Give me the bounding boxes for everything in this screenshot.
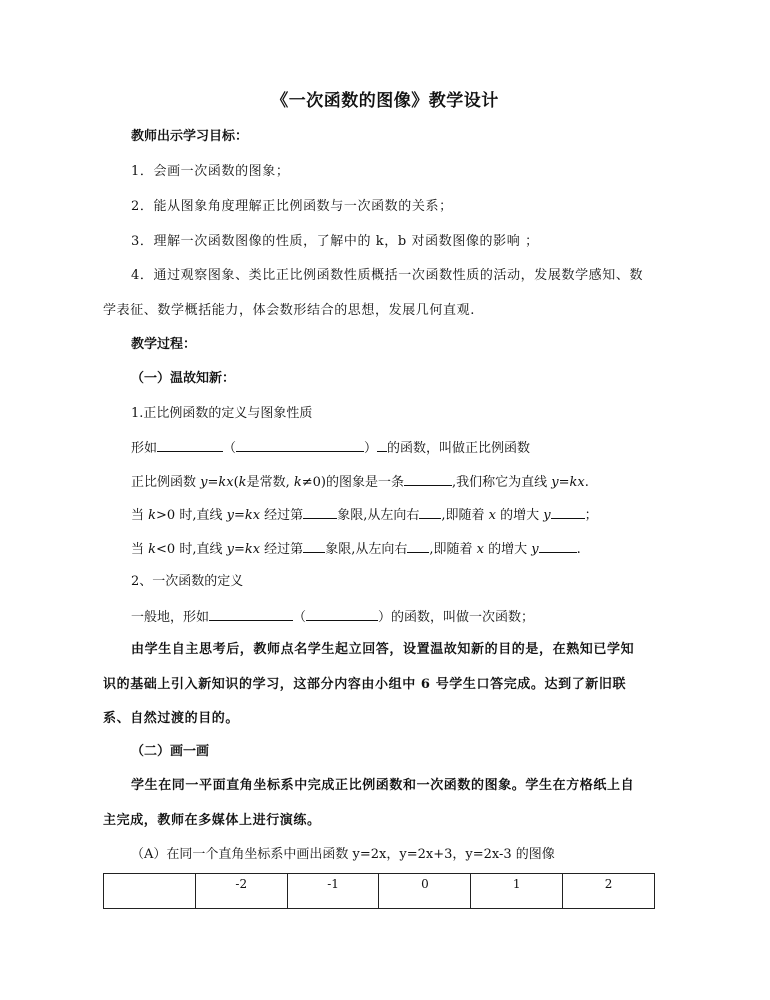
goal-1: 1．会画一次函数的图象；: [131, 164, 290, 179]
math: y: [543, 508, 551, 523]
text: 正比例函数: [131, 475, 201, 490]
table-cell: -1: [287, 874, 379, 909]
section2-desc-2: 主完成，教师在多媒体上进行演练。: [103, 813, 321, 828]
fill-blank: [303, 538, 325, 553]
text: 的增大: [495, 508, 544, 523]
summary-line-2: 识的基础上引入新知识的学习，这部分内容由小组中 6 号学生口答完成。达到了新旧联: [103, 677, 627, 692]
math: k: [293, 475, 302, 490]
task-a: （A）在同一个直角坐标系中画出函数 y=2x，y=2x+3，y=2x-3 的图像: [131, 847, 555, 862]
summary-line-1: 由学生自主思考后，教师点名学生起立回答，设置温故知新的目的是，在熟知已学知: [131, 642, 635, 657]
text: ；: [584, 508, 598, 523]
goals-heading: 教师出示学习目标：: [131, 129, 249, 144]
math: y=kx: [226, 508, 261, 523]
text: 经过第: [260, 508, 304, 523]
text: 当: [131, 508, 149, 523]
math: y=kx: [200, 475, 234, 490]
item1-title: 1.正比例函数的定义与图象性质: [131, 406, 313, 421]
math: k: [148, 508, 157, 523]
fill-blank: [306, 606, 378, 621]
text: .: [576, 542, 581, 557]
text: （: [293, 610, 307, 625]
text: 象限,从左向右: [337, 508, 420, 523]
table-cell: 1: [471, 874, 563, 909]
text: ,即随着: [429, 542, 477, 557]
goal-4-continued: 学表征、数学概括能力，体会数形结合的思想，发展几何直观.: [103, 303, 475, 318]
text: 当: [131, 542, 149, 557]
text: 的函数，叫做正比例函数: [387, 441, 531, 456]
fill-blank: [419, 504, 441, 519]
section2-desc-1: 学生在同一平面直角坐标系中完成正比例函数和一次函数的图象。学生在方格纸上自: [131, 778, 635, 793]
fill-blank: [377, 437, 387, 452]
table-cell: 2: [563, 874, 655, 909]
text: (: [233, 475, 239, 490]
math: x: [476, 542, 484, 557]
fill-blank: [407, 538, 429, 553]
math: k: [148, 542, 157, 557]
text: ≠0)的图象是一条: [301, 475, 404, 490]
fill-blank: [157, 437, 223, 452]
fill-blank: [539, 538, 577, 553]
fill-blank: [551, 504, 585, 519]
text: 一般地，形如: [131, 610, 210, 625]
text: <0 时,直线: [156, 542, 227, 557]
fill-blank: [209, 606, 293, 621]
text: >0 时,直线: [156, 508, 227, 523]
math: y: [531, 542, 539, 557]
k-negative-line: [131, 538, 663, 560]
proportional-graph-line: [131, 471, 663, 493]
proportional-definition-line: [131, 437, 663, 459]
text: ）的函数，叫做一次函数；: [378, 610, 535, 625]
summary-line-3: 系、自然过渡的目的。: [103, 711, 240, 726]
math: y=kx: [226, 542, 261, 557]
text: 象限,从左向右: [325, 542, 408, 557]
math: x: [488, 508, 496, 523]
table-row: [104, 874, 655, 909]
goal-2: 2．能从图象角度理解正比例函数与一次函数的关系；: [131, 199, 453, 214]
fill-blank: [404, 471, 452, 486]
math: k: [238, 475, 247, 490]
process-heading: 教学过程：: [131, 337, 197, 352]
section2-heading: （二）画一画: [131, 744, 210, 759]
fill-blank: [236, 437, 364, 452]
table-cell: 0: [379, 874, 471, 909]
linear-definition-line: [131, 606, 663, 628]
goal-4: 4．通过观察图象、类比正比例函数性质概括一次函数性质的活动，发展数学感知、数: [131, 268, 644, 283]
text: 的增大: [483, 542, 532, 557]
text: 形如: [131, 441, 158, 456]
math: y=kx: [551, 475, 585, 490]
text: （: [223, 441, 237, 456]
table-cell: -2: [195, 874, 287, 909]
document-title: 《一次函数的图像》教学设计: [271, 91, 499, 111]
text: .: [584, 475, 589, 490]
text: 经过第: [260, 542, 304, 557]
table-cell: [104, 874, 196, 909]
fill-blank: [303, 504, 337, 519]
goal-3: 3．理解一次函数图像的性质，了解中的 k，b 对函数图像的影响 ；: [131, 234, 539, 249]
section1-heading: （一）温故知新：: [131, 371, 236, 386]
text: ,即随着: [441, 508, 489, 523]
value-table: [103, 873, 655, 909]
k-positive-line: [131, 504, 663, 526]
item2-title: 2、一次函数的定义: [131, 574, 244, 589]
text: ,我们称它为直线: [451, 475, 552, 490]
text: 是常数,: [246, 475, 294, 490]
text: ）: [364, 441, 378, 456]
